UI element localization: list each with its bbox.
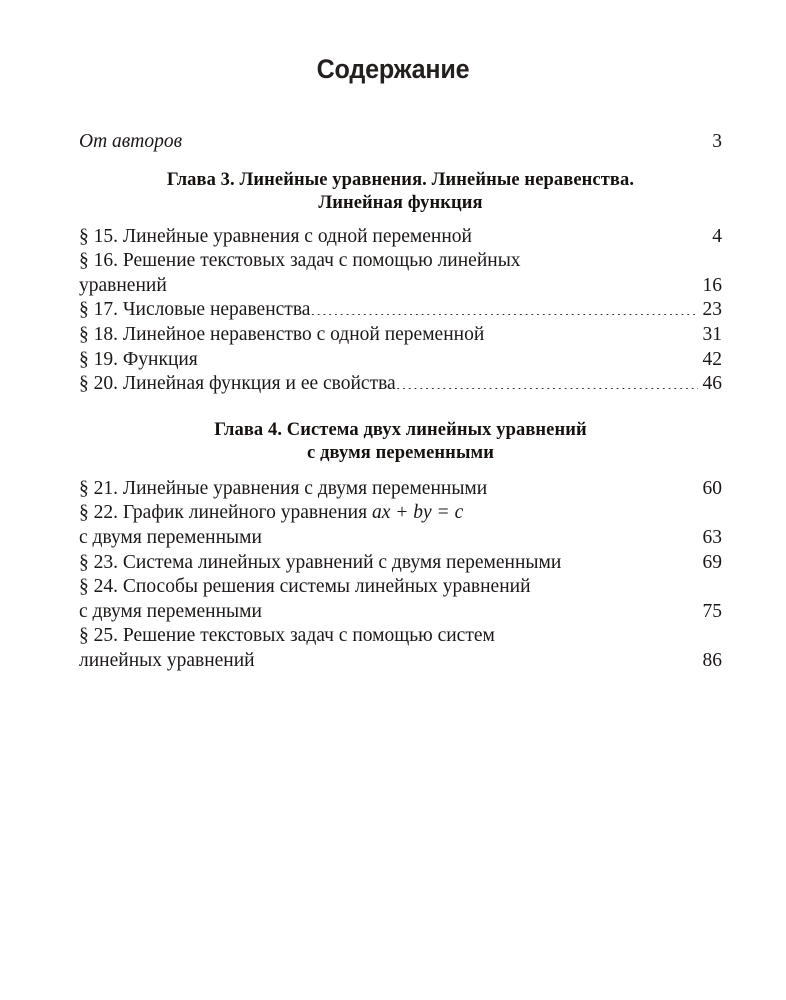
toc-entry-preface[interactable] (79, 130, 722, 155)
toc-entry-label: § 22. График линейного уравнения (79, 502, 372, 524)
toc-entry-row (79, 526, 722, 551)
toc-entry-label-continuation: линейных уравнений (79, 649, 260, 671)
toc-entry-17[interactable] (79, 298, 722, 323)
toc-entry-first-line (79, 501, 722, 526)
page-title: Содержание (316, 54, 470, 84)
dot-leader (310, 314, 697, 315)
toc-entry-19[interactable] (79, 348, 722, 373)
toc-entry-page-number: 69 (697, 551, 722, 573)
toc-entry-label-continuation: с двумя переменными (79, 600, 262, 622)
toc-entry-row (79, 274, 722, 299)
formula-linear-equation: ax + by = c (371, 502, 464, 524)
dot-leader (262, 616, 698, 617)
toc-entry-row (79, 348, 722, 373)
chapter-heading-line-2: Линейная функция (318, 192, 483, 213)
dot-leader (396, 388, 698, 389)
toc-entry-label: § 23. Система линейных уравнений с двумя переменными (79, 551, 562, 573)
toc-entry-label: § 15. Линейные уравнения с одной переменной (79, 225, 477, 247)
toc-entry-25[interactable] (79, 624, 722, 673)
dot-leader (492, 493, 698, 494)
toc-entry-label: § 19. Функция (79, 348, 198, 370)
toc-entry-label: § 16. Решение текстовых задач с помощью линейных (79, 250, 521, 272)
toc-entry-row (79, 225, 722, 250)
toc-entry-label: § 25. Решение текстовых задач с помощью систем (79, 625, 495, 647)
toc-entry-15[interactable] (79, 225, 722, 250)
toc-entry-21[interactable] (79, 477, 722, 502)
dot-leader (198, 364, 698, 365)
chapter-heading-line-1: Глава 4. Система двух линейных уравнений (214, 419, 587, 440)
dot-leader (262, 542, 698, 543)
dot-leader (561, 567, 697, 568)
toc-entry-row (79, 477, 722, 502)
toc-entry-page-number: 60 (697, 477, 722, 499)
toc-entries-container (79, 130, 722, 674)
toc-entry-page-number: 16 (697, 274, 722, 296)
toc-entry-23[interactable] (79, 551, 722, 576)
toc-entry-row (79, 551, 722, 576)
toc-entry-page-number: 4 (712, 225, 722, 247)
chapter-heading-3 (79, 169, 722, 215)
dot-leader (172, 290, 698, 291)
toc-entry-page-number: 86 (697, 649, 722, 671)
toc-entry-label: § 18. Линейное неравенство с одной переменной (79, 323, 485, 345)
toc-entry-page-number: 46 (697, 373, 722, 395)
toc-entry-page-number: 42 (697, 348, 722, 370)
chapter-heading-line-1: Глава 3. Линейные уравнения. Линейные неравенства. (166, 169, 635, 190)
toc-entry-label: § 24. Способы решения системы линейных уравнений (79, 576, 531, 598)
toc-entry-18[interactable] (79, 323, 722, 348)
toc-entry-label: От авторов (79, 131, 183, 152)
toc-entry-24[interactable] (79, 575, 722, 624)
toc-entry-label: § 20. Линейная функция и ее свойства (79, 373, 396, 395)
toc-entry-label-continuation: уравнений (79, 274, 172, 296)
toc-entry-label: § 21. Линейные уравнения с двумя переменными (79, 477, 493, 499)
toc-entry-22[interactable] (79, 501, 722, 550)
toc-entry-page-number: 23 (697, 299, 722, 321)
toc-entry-row (79, 298, 722, 323)
toc-entry-page-number: 75 (697, 600, 722, 622)
toc-entry-row (79, 649, 722, 674)
toc-entry-16[interactable] (79, 249, 722, 298)
chapter-heading-line-2: с двумя переменными (307, 442, 494, 463)
toc-entry-label-continuation: с двумя переменными (79, 526, 262, 548)
toc-entry-row (79, 372, 722, 397)
toc-entry-row (79, 130, 722, 155)
dot-leader (484, 339, 697, 340)
dot-leader (477, 241, 712, 242)
toc-entry-label: § 17. Числовые неравенства (79, 299, 311, 321)
chapter-heading-4 (79, 419, 722, 465)
toc-entry-row (79, 323, 722, 348)
toc-entry-row (79, 600, 722, 625)
dot-leader (182, 146, 712, 147)
toc-entry-page-number: 3 (712, 131, 722, 152)
toc-entry-20[interactable] (79, 372, 722, 397)
toc-entry-page-number: 63 (697, 526, 722, 548)
dot-leader (260, 665, 698, 666)
toc-entry-page-number: 31 (697, 323, 722, 345)
